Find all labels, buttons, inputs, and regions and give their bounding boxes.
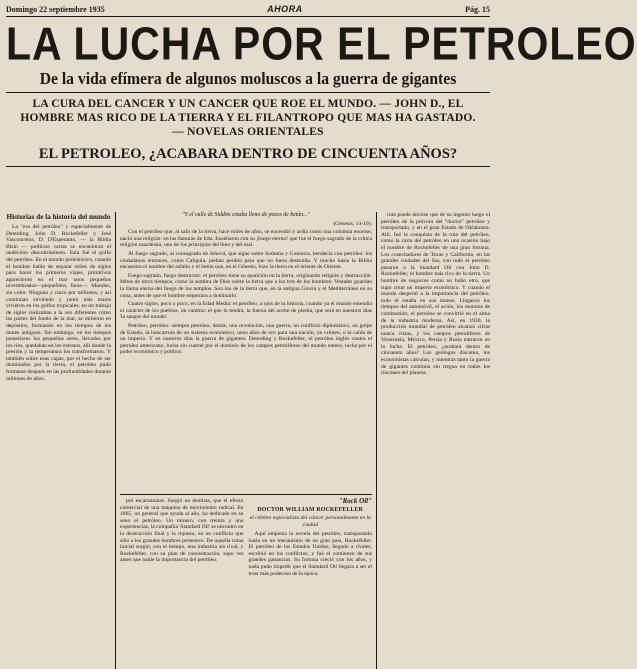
- paragraph: Petróleo, petróleo: siempre petróleo; detrás, una revolución, una guerra, un conflicto diplomático, un golpe de Estado, la bancarrota de un sistema económico, unos años de oro para una nación, un crimen, o la caída de un imperio. Y en nuestros días la guerra de gigantes: Deterding y Rockefeller, el petróleo inglés contra el petróleo americano, lucha sin cuartel por el dominio de los campos petrolíferos del mundo entero, lucha por el poder económico y político.: [120, 322, 372, 356]
- page-number: Pág. 15: [465, 5, 490, 14]
- left-column: [6, 212, 116, 669]
- masthead: [6, 4, 490, 17]
- article-body: [6, 212, 490, 669]
- middle-section: [120, 212, 372, 669]
- rock-oil-section: [120, 494, 372, 669]
- main-headline: LA LUCHA POR EL PETROLEO: [6, 17, 637, 70]
- paragraph: Con el petróleo que, al salir de la tierra, hace miles de años, se encendió y ardía como una columna enorme, nació una religión: en las llanuras de Irán. Enseñaron con su ¡fuego eterno! que fué el fuego sagrado de la crítica religión mazdeísta, uno de los principios del bien y del mal.: [120, 229, 372, 249]
- rock-col-left-text: pró escaramuzas. Surgió un dentista, que el efecto comercial de una máquina de movimiento radical. En 1865, un general que ayuda al año, ha dedicado en su seno el petróleo. Un minero, con treinta y una experiencias, la compañía 'Standard Oil' se encontró en la destrucción final y la riqueza, en un conflicto que sólo a los grandes hombres pertenece. De aquella ruina inicial surgió, con el tiempo, una industria sin rival, y Rockefeller, con su plan de concentración, supo ver antes que nadie la importancia del petróleo.: [120, 498, 244, 564]
- divider: [6, 166, 490, 167]
- rock-col-right: [249, 498, 372, 669]
- byline: DOCTOR WILLIAM ROCKEFELLER: [257, 506, 363, 513]
- rock-col-left: [120, 498, 243, 669]
- byline-caption: el célebre especialista del cáncer personalmente en la ciudad: [249, 515, 371, 528]
- paragraph: Cuatro siglos, poco a poco, en la Edad Media: el petróleo, a ojos de la historia, cuando ya el mundo entendía el carácter de los pueblos, un cambio: el que lo tendrá, la fuerza del aceite de piedra, que será en nuestros días 'la sangre del mundo'.: [120, 301, 372, 321]
- paragraph: Fuego sagrado, fuego destructor: el petróleo tiene su aparición en la tierra, originando religión y destrucción. Mitos de otros tiempos, como la sombra de Dios sobre la tierra que a los tres de los hombres: Vestales guardan la llama eterna del fuego de los templos. Son los de la tierra que, en la antigua Grecia y el Mediterráneo en su cuna, antes de que el hombre empezara a dominarlo.: [120, 272, 372, 299]
- right-column: [376, 212, 490, 669]
- subheadline-1: De la vida efímera de algunos moluscos a la guerra de gigantes: [39, 69, 457, 88]
- epigraph-quote: "Y el valle de Siddim estaba lleno de pozos de betún...": [182, 212, 310, 218]
- divider: [6, 92, 490, 93]
- paper-name: AHORA: [267, 4, 303, 14]
- issue-date: Domingo 22 septiembre 1935: [6, 5, 105, 14]
- left-column-title: Historias de la historia del mundo: [6, 213, 111, 221]
- rock-col-right-text: Aquí empieza la novela del petróleo, transportado hasta en un mecanismo de un gran país, Rockefeller. El petróleo de los Estados Unidos, llegado a rivales, escribió en los conflictos, y fué el comienzo de sus grandes ganancias. Su fortuna creció con los años, y nada pudo impedir que el Standard Oil llegara a ser el trust más poderoso de la época.: [248, 531, 372, 577]
- subheadline-2: LA CURA DEL CANCER Y UN CANCER QUE ROE EL MUNDO. — JOHN D., EL HOMBRE MAS RICO DE LA TIERRA Y EL FILANTROPO QUE MAS HA GASTADO. — NOVELAS ORIENTALES: [20, 98, 476, 138]
- epigraph-citation: (Génesis, 14-10).: [333, 220, 372, 227]
- subheadline-3: EL PETROLEO, ¿ACABARA DENTRO DE CINCUENTA AÑOS?: [38, 146, 458, 162]
- left-column-text: La "era del petróleo" y especialmente de Deterding, John D. Rockefeller y José Vasconcelos, D. D'Esperanto, — la Biblia Bisin — políticas varias se encuentran el undécimo descubrimiento. Esta fué el golfo del petróleo. En el mundo prehistórico, cuando el hombre habla de separar miles de siglos para hacer los primeros viajes, primitivos aparecieron en el mar unos pequeños invertebrados—pequeñitos, finos—. Mundos, sin color. Ninguno y cinco por millones, y así continúan sirviendo y junto más mares vivieron en los golfos tropicales; en un trabajo de siglos realizaban a la vez diferentes cómo las partes del fondo de la mar, se mitieron en depósitos, formando en los tiempos de los mares antiguos. Sin embargo, en los tiempos posteriores los pequeños seres, llevados por los ríos, quedaban en los estratos, allí donde la presión y la temperatura los transformaron. Y también sobre esas capas, por el hecho de ser dominados por la tierra, el petróleo pudo formarse después en las profundidades durante millones de años.: [6, 224, 112, 382]
- paragraph: Al fuego sagrado, al consagrado de Jehová, que sigue sobre Sodoma y Gomorra, bendecía con petróleo: los ciudadanos entonces, como Calígula, pedían perdón para que no fuera destruida. Y mucho hasta la Biblia encuentra el nombre del asfalto y el betún que, en el Génesis, hizo la tierra en el oriente de Oriente.: [120, 250, 372, 271]
- right-column-text: ruta puede decirse que de su ingenio luego el petróleo de la pólvora del "doctor" petróleo y transportado, y en el gran Estado de Oklahoma. Allí, fué la conquista de la ruta del petróleo, como la carta del petróleo en una ocasión bajo el nombre de Rockefeller de una gran fortuna. Los cosechadores de Texas y California, en las grandes ciudades del Sur, con todo el petróleo pasaron a la Standard Oil con John D. Rockefeller, el hombre más rico de la tierra. Un hombre de negocios como no hubo otro, que supo crear un imperio económico. Y cuando el mundo despertó a la importancia del petróleo, todo él estaba en sus manos. Llegaron los tiempos del automóvil, el avión, los motores de combustión; el petróleo se convirtió en el alma de la industria moderna. Así, en 1930, la producción mundial de petróleo alcanzó cifras nunca vistas, y los campos petrolíferos de Venezuela, México, Persia y Rusia entraron en la lucha. El petróleo, ¿acabará dentro de cincuenta años? Los geólogos discuten, los economistas calculan, y mientras tanto la guerra de gigantes continúa sin tregua en todos los rincones del planeta.: [381, 212, 490, 377]
- middle-top: [120, 212, 372, 490]
- rock-oil-title: "Rock Oil": [338, 497, 372, 505]
